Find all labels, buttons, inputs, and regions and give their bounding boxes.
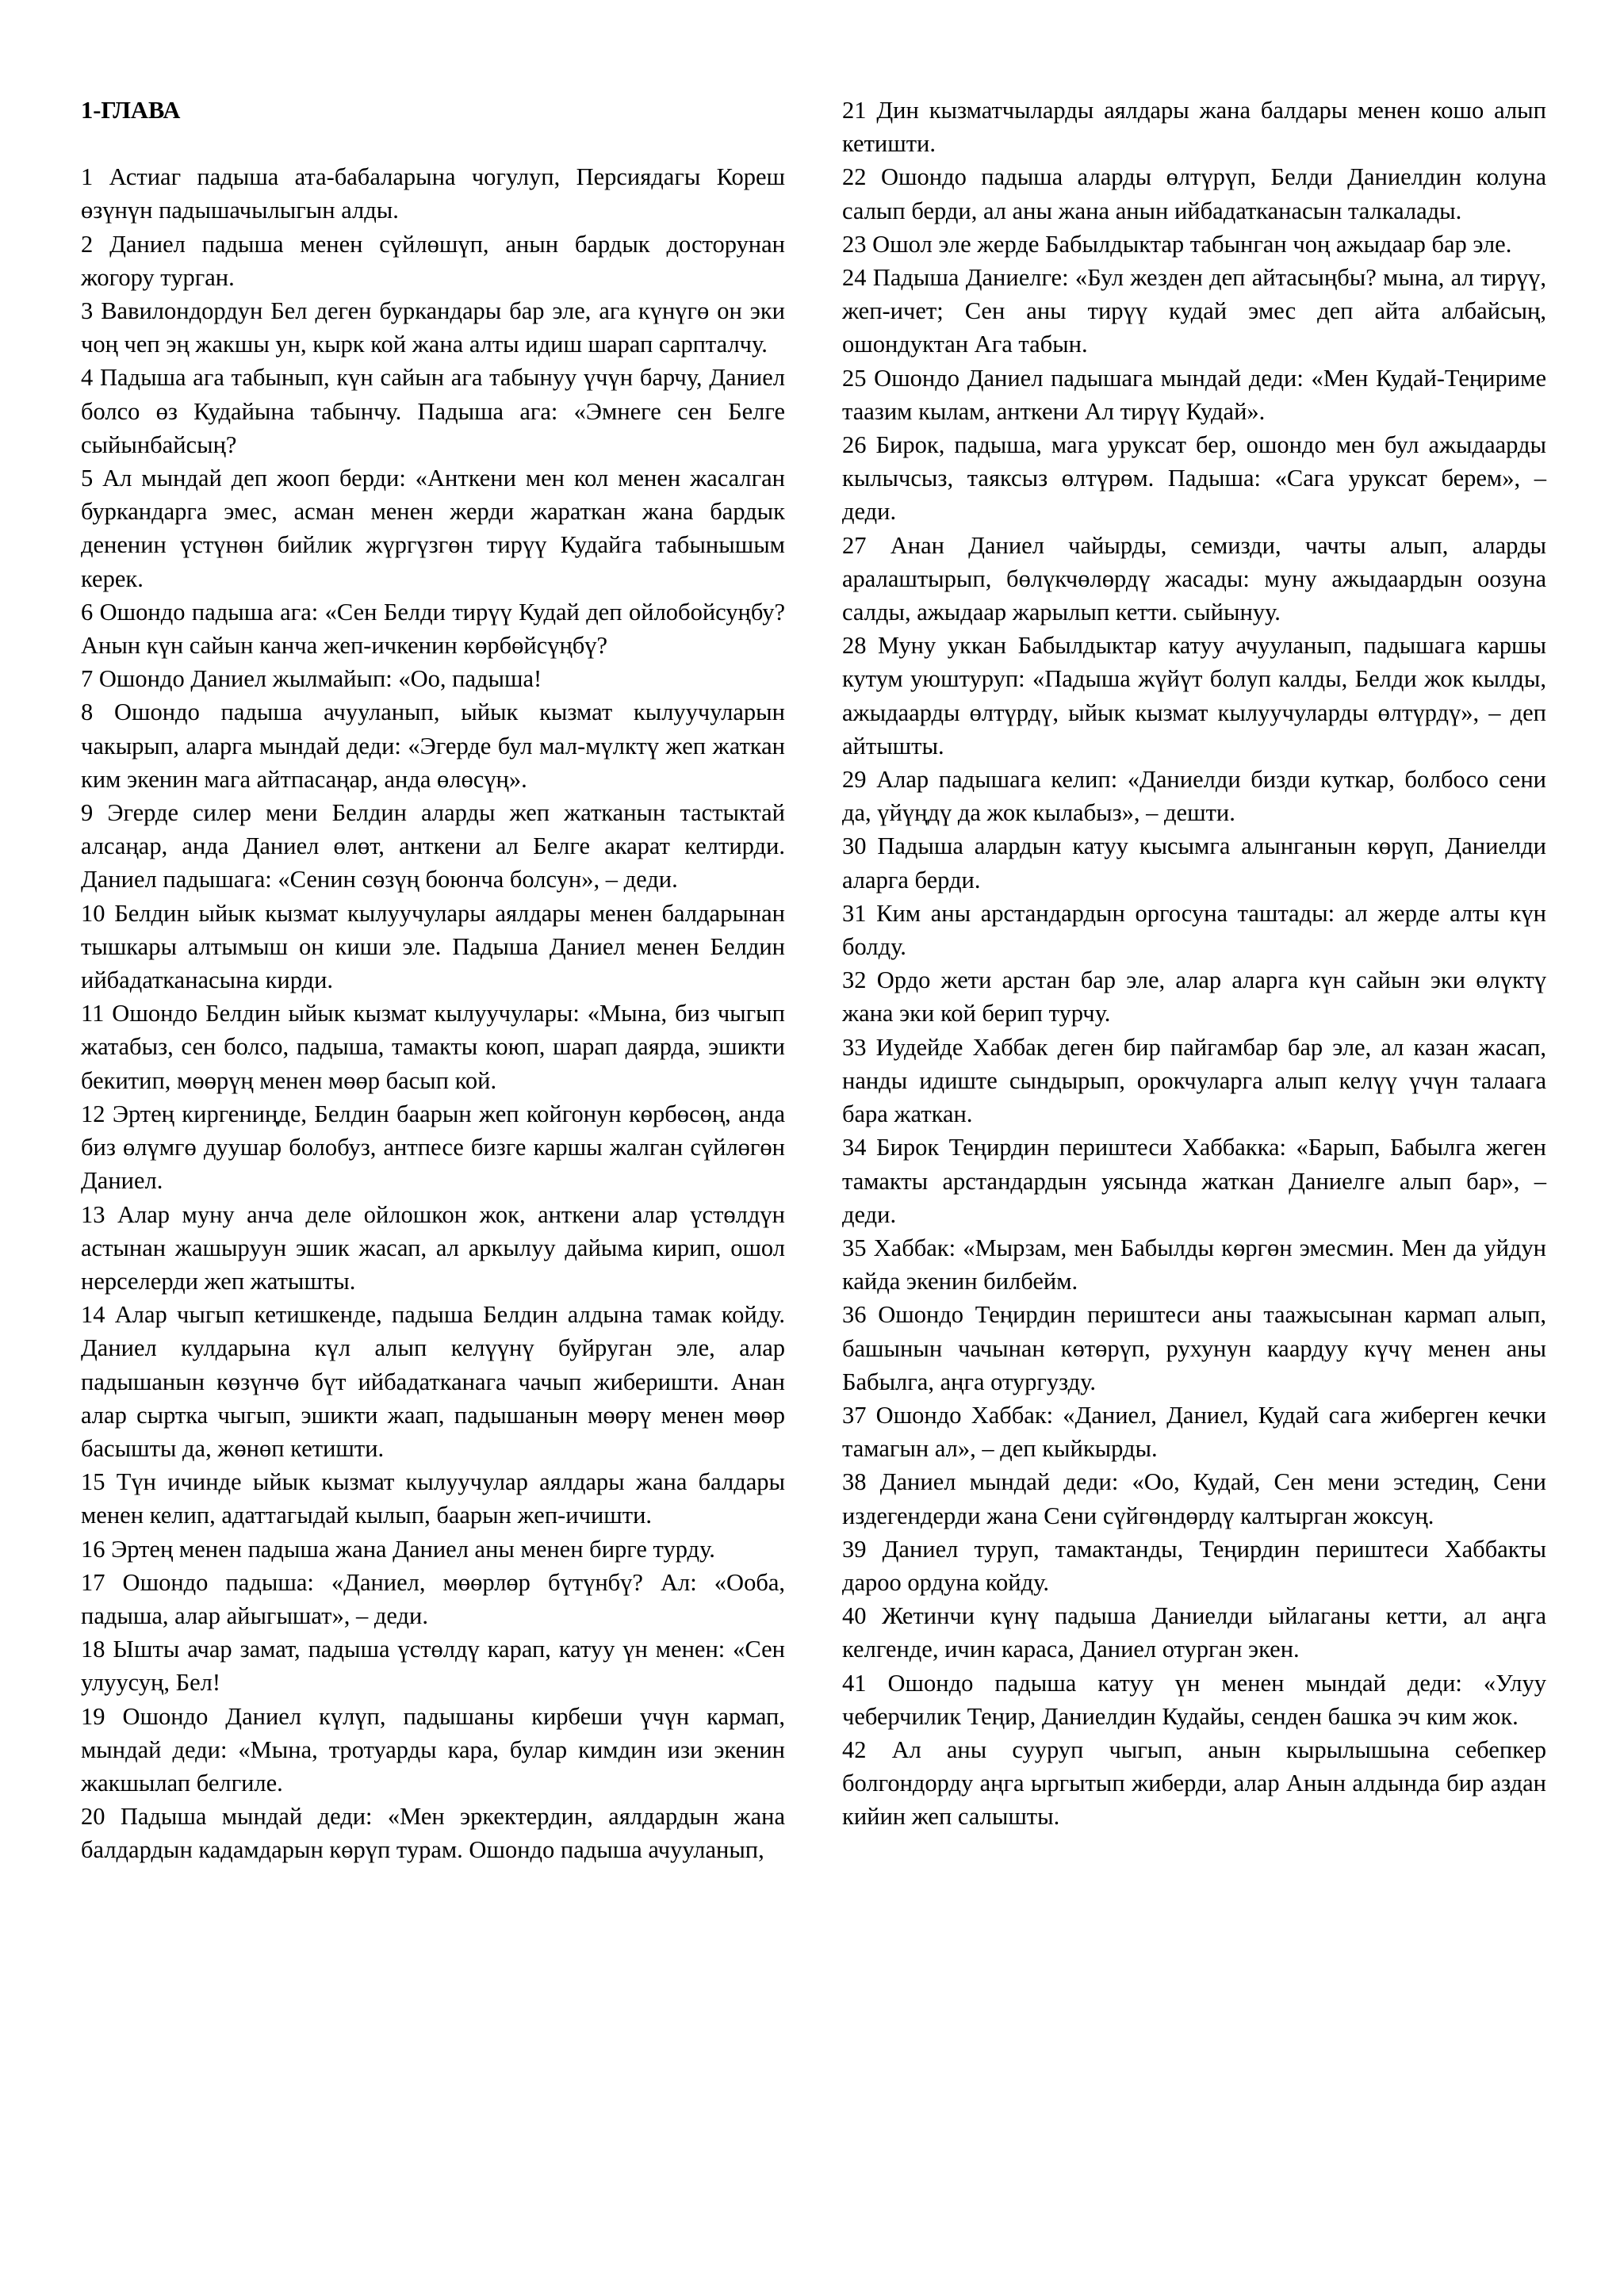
verse-13: 13 Алар муну анча деле ойлошкон жок, анткени алар үстөлдүн астынан жашыруун эшик жасап, ал аркылуу дайыма кирип, ошол нерселерди жеп жатышты. [81, 1200, 785, 1295]
verse-27: 27 Анан Даниел чайырды, семизди, чачты алып, аларды аралаштырып, бөлүкчөлөрдү жасады: муну ажыдаардын оозуна салды, ажыдаар жарылып кетти. сыйынуу. [842, 531, 1546, 626]
verse-3: 3 Вавилондордун Бел деген буркандары бар эле, ага күнүгө он эки чоң чеп эң жакшы ун, кырк кой жана алты идиш шарап сарпталчу. [81, 297, 785, 358]
verse-40: 40 Жетинчи күнү падыша Даниелди ыйлаганы кетти, ал аңга келгенде, ичин караса, Даниел отурган экен. [842, 1602, 1546, 1663]
verse-33: 33 Иудейде Хаббак деген бир пайгамбар бар эле, ал казан жасап, нанды идиште сындырып, орокчуларга алып келүү үчүн талаага бара жаткан. [842, 1033, 1546, 1128]
verse-36: 36 Ошондо Теңирдин периштеси аны таажысынан кармап алып, башынын чачынан көтөрүп, рухунун каардуу күчү менен аны Бабылга, аңга отургузду. [842, 1301, 1546, 1395]
verse-42: 42 Ал аны сууруп чыгып, анын кырылышына себепкер болгондорду аңга ыргытып жиберди, алар Анын алдында бир аздан кийин жеп салышты. [842, 1735, 1546, 1831]
verse-15: 15 Түн ичинде ыйык кызмат кылуучулар аялдары жана балдары менен келип, адаттагыдай кылып, баарын жеп-ичишти. [81, 1468, 785, 1529]
verse-31: 31 Ким аны арстандардын оргосуна таштады: ал жерде алты күн болду. [842, 899, 1546, 961]
verse-20: 20 Падыша мындай деди: «Мен эркектердин, аялдардын жана балдардын кадамдарын көрүп турам. Ошондо падыша ачууланып, [81, 1803, 785, 1864]
verse-4: 4 Падыша ага табынып, күн сайын ага табынуу үчүн барчу, Даниел болсо өз Кудайына табынчу. Падыша ага: «Эмнеге сен Белге сыйынбайсың? [81, 364, 785, 458]
right-column [842, 94, 1546, 1834]
verse-21: 21 Дин кызматчыларды аялдары жана балдары менен кошо алып кетишти. [842, 97, 1546, 158]
verse-22: 22 Ошондо падыша аларды өлтүрүп, Белди Даниелдин колуна салып берди, ал аны жана анын ийбадатканасын талкалады. [842, 163, 1546, 224]
verse-30: 30 Падыша алардын катуу кысымга алынганын көрүп, Даниелди аларга берди. [842, 832, 1546, 894]
verse-19: 19 Ошондо Даниел күлүп, падышаны кирбеши үчүн кармап, мындай деди: «Мына, тротуарды кара, булар кимдин изи экенин жакшылап белгиле. [81, 1702, 785, 1797]
verse-26: 26 Бирок, падыша, мага уруксат бер, ошондо мен бул ажыдаарды кылычсыз, таяксыз өлтүрөм. Падыша: «Сага уруксат берем», – деди. [842, 431, 1546, 526]
verse-41: 41 Ошондо падыша катуу үн менен мындай деди: «Улуу чеберчилик Теңир, Даниелдин Кудайы, сенден башка эч ким жок. [842, 1669, 1546, 1730]
verse-39: 39 Даниел туруп, тамактанды, Теңирдин периштеси Хаббакты дароо ордуна койду. [842, 1535, 1546, 1596]
verse-8: 8 Ошондо падыша ачууланып, ыйык кызмат кылуучуларын чакырып, аларга мындай деди: «Эгерде бул мал-мүлктү жеп жаткан ким экенин мага айтпасаңар, анда өлөсүң». [81, 698, 785, 793]
verse-18: 18 Ышты ачар замат, падыша үстөлдү карап, катуу үн менен: «Сен улуусуң, Бел! [81, 1636, 785, 1697]
verse-7: 7 Ошондо Даниел жылмайып: «Оо, падыша! [81, 665, 542, 693]
verse-23: 23 Ошол эле жерде Бабылдыктар табынган чоң ажыдаар бар эле. [842, 230, 1512, 258]
verse-32: 32 Ордо жети арстан бар эле, алар аларга күн сайын эки өлүктү жана эки кой берип турчу. [842, 966, 1546, 1027]
verse-17: 17 Ошондо падыша: «Даниел, мөөрлөр бүтүнбү? Ал: «Ооба, падыша, алар айыгышат», – деди. [81, 1568, 785, 1629]
verse-9: 9 Эгерде силер мени Белдин аларды жеп жатканын тастыктай алсаңар, анда Даниел өлөт, анткени ал Белге акарат келтирди. Даниел падышага: «Сенин сөзүң боюнча болсун», – деди. [81, 799, 785, 894]
verse-14: 14 Алар чыгып кетишкенде, падыша Белдин алдына тамак койду. Даниел кулдарына күл алып келүүнү буйруган эле, алар падышанын көзүнчө бүт ийбадатканага чачып жиберишти. Анан алар сыртка чыгып, эшикти жаап, падышанын мөөрү менен мөөр басышты да, жөнөп кетишти. [81, 1301, 785, 1462]
verse-28: 28 Муну уккан Бабылдыктар катуу ачууланып, падышага каршы кутум уюштуруп: «Падыша жүйүт болуп калды, Белди жок кылды, ажыдаарды өлтүрдү, ыйык кызмат кылуучуларды өлтүрдү», – деп айтышты. [842, 632, 1546, 760]
verse-38: 38 Даниел мындай деди: «Оо, Кудай, Сен мени эстедиң, Сени издегендерди жана Сени сүйгөндөрдү калтырган жоксуң. [842, 1468, 1546, 1529]
chapter-title: 1-ГЛАВА [81, 97, 181, 124]
verse-6: 6 Ошондо падыша ага: «Сен Белди тирүү Кудай деп ойлобойсуңбу? Анын күн сайын канча жеп-ичкенин көрбөйсүңбү? [81, 598, 785, 660]
left-column [81, 94, 785, 1867]
verse-10: 10 Белдин ыйык кызмат кылуучулары аялдары менен балдарынан тышкары алтымыш он киши эле. Падыша Даниел менен Белдин ийбадатканасына кирди. [81, 899, 785, 994]
verse-34: 34 Бирок Теңирдин периштеси Хаббакка: «Барып, Бабылга жеген тамакты арстандардын уясында жаткан Даниелге алып бар», – деди. [842, 1134, 1546, 1228]
verse-35: 35 Хаббак: «Мырзам, мен Бабылды көргөн эмесмин. Мен да уйдун кайда экенин билбейм. [842, 1234, 1546, 1295]
verse-11: 11 Ошондо Белдин ыйык кызмат кылуучулары: «Мына, биз чыгып жатабыз, сен болсо, падыша, тамакты коюп, шарап даярда, эшикти бекитип, мөөрүң менен мөөр басып кой. [81, 1000, 785, 1094]
verse-1: 1 Астиаг падыша ата-бабаларына чогулуп, Персиядагы Кореш өзүнүн падышачылыгын алды. [81, 163, 785, 224]
verse-29: 29 Алар падышага келип: «Даниелди бизди куткар, болбосо сени да, үйүңдү да жок кылабыз», – дешти. [842, 766, 1546, 827]
verse-16: 16 Эртең менен падыша жана Даниел аны менен бирге турду. [81, 1535, 715, 1563]
verse-12: 12 Эртең киргениңде, Белдин баарын жеп койгонун көрбөсөң, анда биз өлүмгө дуушар болобуз, антпесе бизге каршы жалган сүйлөгөн Даниел. [81, 1100, 785, 1195]
verse-24: 24 Падыша Даниелге: «Бул жезден деп айтасыңбы? мына, ал тирүү, жеп-ичет; Сен аны тирүү кудай эмес деп айта албайсың, ошондуктан Ага табын. [842, 264, 1546, 358]
verse-5: 5 Ал мындай деп жооп берди: «Анткени мен кол менен жасалган буркандарга эмес, асман менен жерди жараткан жана бардык дененин үстүнөн бийлик жүргүзгөн тирүү Кудайга табынышым керек. [81, 465, 785, 592]
verse-37: 37 Ошондо Хаббак: «Даниел, Даниел, Кудай сага жиберген кечки тамагын ал», – деп кыйкырды. [842, 1401, 1546, 1463]
verse-25: 25 Ошондо Даниел падышага мындай деди: «Мен Кудай-Теңириме таазим кылам, анткени Ал тирүү Кудай». [842, 364, 1546, 425]
verse-2: 2 Даниел падыша менен сүйлөшүп, анын бардык досторунан жогору турган. [81, 230, 785, 291]
